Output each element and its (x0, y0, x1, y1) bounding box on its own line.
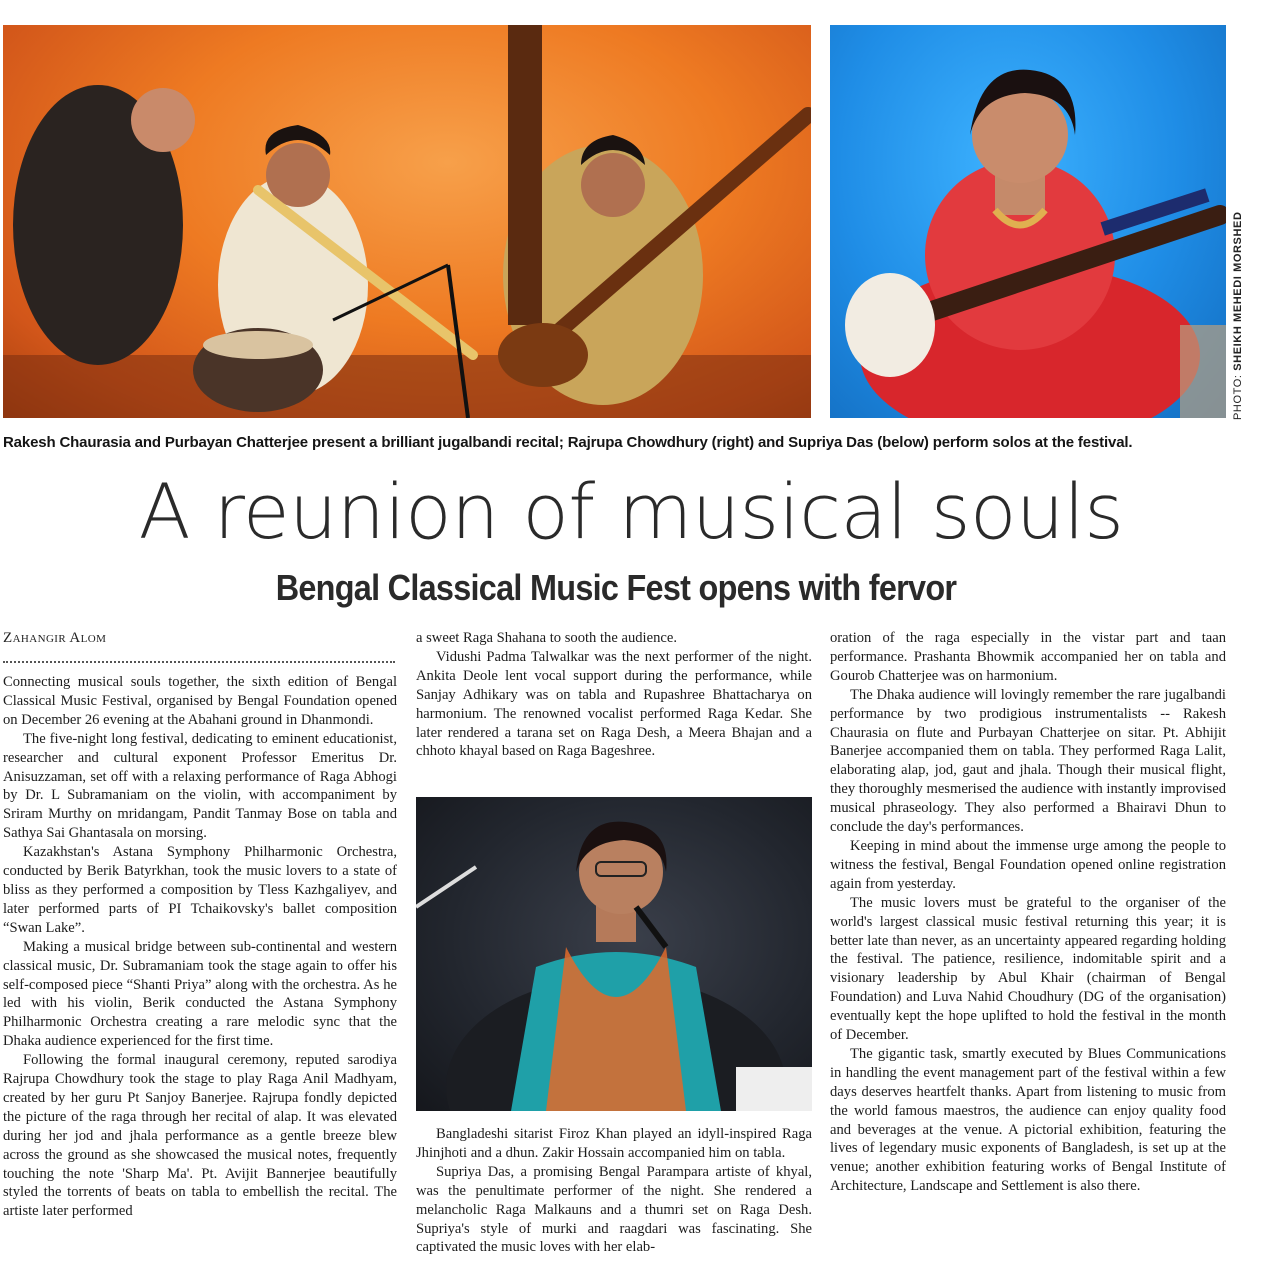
photo-credit-name: SHEIKH MEHEDI MORSHED (1232, 211, 1244, 371)
article-column-2-top (416, 629, 812, 789)
photo-credit (1232, 211, 1244, 420)
vocalist-photo (416, 797, 812, 1111)
paragraph: The Dhaka audience will lovingly remember the rare jugalbandi performance by two prodigious instrumentalists -- Rakesh Chaurasia on flute and Purbayan Chatterjee on sitar. Pt. Abhijit Banerjee accompanied them on tabla. They performed Raga Lalit, elaborating alap, jod, gaut and jhala. Though their musical flight, they thoroughly mesmerised the audience with instantly improvised musical phraseology. They also performed a Bhairavi Dhun to conclude the day's performances. (830, 686, 1226, 836)
paragraph: Making a musical bridge between sub-continental and western classical music, Dr. Subramaniam took the stage again to offer his self-composed piece “Shanti Priya” along with the orchestra. As he led with his violin, Berik conducted the Astana Symphony Philharmonic Orchestra creating a rare melodic sync that the Dhaka audience experienced for the first time. (3, 938, 397, 1050)
photo-caption: Rakesh Chaurasia and Purbayan Chatterjee present a brilliant jugalbandi recital; Rajrupa Chowdhury (right) and Supriya Das (below) perform solos at the festival. (3, 434, 1133, 451)
paragraph: Kazakhstan's Astana Symphony Philharmonic Orchestra, conducted by Berik Batyrkhan, took the music lovers to a state of bliss as they performed a composition by Tless Kazhgaliyev, and later performed parts of PI Tchaikovsky's ballet composition “Swan Lake”. (3, 844, 397, 936)
paragraph: Following the formal inaugural ceremony, reputed sarodiya Rajrupa Chowdhury took the stage to play Raga Anil Madhyam, created by her guru Pt Sanjoy Banerjee. Rajrupa fondly depicted the picture of the raga through her recital of alap. It was elevated during her jod and jhala performance as a gentle breeze blew across the ground as she showcased the musical notes, frequently touching the note 'Sharp Ma'. Pt. Avijit Bannerjee beautifully styled the torrents of beats on tabla to embellish the recital. The artiste later performed (3, 1052, 397, 1220)
paragraph: Vidushi Padma Talwalkar was the next performer of the night. Ankita Deole lent vocal support during the performance, while Sanjay Adhikary was on tabla and Rupashree Bhattacharya on harmonium. The renowned vocalist performed Raga Kedar. She later rendered a tarana set on Raga Desh, a Meera Bhajan and a chhoto khayal based on Raga Bageshree. (416, 648, 812, 760)
photo-credit-prefix: PHOTO: (1232, 374, 1244, 420)
paragraph: Keeping in mind about the immense urge among the people to witness the festival, Bengal Foundation opened online registration again from yesterday. (830, 837, 1226, 892)
jugalbandi-photo (3, 25, 811, 418)
paragraph: Supriya Das, a promising Bengal Parampara artiste of khyal, was the penultimate performer of the night. She rendered a melancholic Raga Malkauns and a thumri set on Raga Desh. Supriya's style of murki and raagdari was fascinating. She captivated the music loves with her elab- (416, 1163, 812, 1256)
vocalist-illustration (416, 797, 812, 1111)
subheadline: Bengal Classical Music Fest opens with fervor (275, 567, 957, 608)
sarod-soloist-illustration (830, 25, 1226, 418)
paragraph: The five-night long festival, dedicating to eminent educationist, researcher and cultural exponent Professor Emeritus Dr. Anisuzzaman, set off with a relaxing performance of Raga Abhogi by Dr. L Subramaniam on the violin, with accompaniment by Sriram Murthy on mridangam, Pandit Tanmay Bose on tabla and Sathya Sai Ghantasala on morsing. (3, 730, 397, 842)
paragraph: Bangladeshi sitarist Firoz Khan played an idyll-inspired Raga Jhinjhoti and a dhun. Zakir Hossain accompanied him on tabla. (416, 1126, 812, 1161)
article-column-2-bottom (416, 1125, 812, 1283)
musicians-jugalbandi-illustration (3, 25, 811, 418)
paragraph: The music lovers must be grateful to the organiser of the world's largest classical music festival returning this year; it is better late than never, as an uncertainty appeared regarding holding the festival. The patience, resilience, indomitable spirit and a visionary leadership by Abul Khair (chairman of Bengal Foundation) and Luva Nahid Choudhury (DG of the organisation) eventually kept the hope uplifted to hold the festival in the month of December. (830, 894, 1226, 1044)
article-column-3 (830, 629, 1226, 1283)
byline-divider (3, 661, 395, 663)
article-column-1 (3, 673, 397, 1283)
paragraph: Connecting musical souls together, the sixth edition of Bengal Classical Music Festival, organised by Bengal Foundation opened on December 26 evening at the Abahani ground in Dhanmondi. (3, 674, 397, 728)
paragraph: a sweet Raga Shahana to sooth the audience. (416, 630, 677, 646)
headline: A reunion of musical souls (138, 467, 1124, 556)
byline: Zahangir Alom (3, 630, 107, 646)
paragraph: The gigantic task, smartly executed by Blues Communications in handling the event management part of the festival within a few days deserves heartfelt thanks. Apart from listening to music from the world famous maestros, the audience can enjoy quality food and beverages at the venue. A pictorial exhibition, featuring the lives of legendary music exponents of Bangladesh, is set up at the venue; another exhibition featuring works of Bengal Institute of Architecture, Landscape and Settlement is also there. (830, 1045, 1226, 1195)
sarod-soloist-photo (830, 25, 1226, 418)
paragraph: oration of the raga especially in the vistar part and taan performance. Prashanta Bhowmik accompanied her on tabla and Gourob Chatterjee was on harmonium. (830, 630, 1226, 684)
